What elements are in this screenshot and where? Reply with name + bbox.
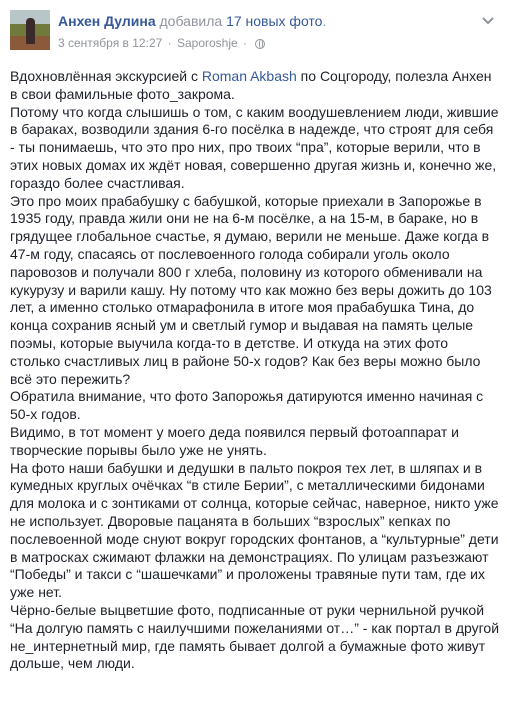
post-title-line [58,12,326,30]
action-suffix: . [322,13,327,29]
action-text: добавила [159,13,223,29]
post-paragraph: Видимо, в тот момент у моего деда появился первый фотоаппарат и творческие порывы было уже не унять. [10,423,459,458]
meta-separator: · [167,36,172,50]
post-paragraph-intro [10,68,500,104]
post-paragraph: Обратила внимание, что фото Запорожья датируются именно начиная с 50-х годов. [10,388,484,423]
post-header [10,6,497,58]
post-paragraph: На фото наши бабушки и дедушки в пальто покроя тех лет, в шляпах и в кумедных круглых очёчках “в стиле Берии”, с металлическими бидонами для молока и с зонтиками от солнца, которые сейчас, наверное, никто уже не использует. Дворовые пацанята в больших “взрослых” кепках по послевоенной моде снуют вокруг городских фонтанов, а “культурные” дети в матросках сжимают флажки на демонстрациях. По улицам разъезжают “Победы” и такси с “шашечками” и проложены травяные пути там, где их уже нет. [10,459,499,601]
globe-icon[interactable] [255,39,265,49]
chevron-down-icon[interactable] [481,16,495,26]
avatar[interactable] [10,10,50,50]
avatar-person [26,18,35,44]
intro-text-before: Вдохновлённая экскурсией с [10,68,202,84]
author-name[interactable]: Анхен Дулина [58,13,156,29]
post-location[interactable]: Saporoshje [176,36,238,50]
photos-link[interactable]: 17 новых фото [226,13,323,29]
post-paragraph: Это про моих прабабушку с бабушкой, которые приехали в Запорожье в 1935 году, правда жили они не на 6-м посёлке, а на 15-м, в бараке, но в грядущее глобальное счастье, я думаю, верили не меньше. Даже когда в 47-м году, спасаясь от послевоенного голода собирали уголь около паровозов и получали 800 г хлеба, половину из которого обменивали на кукурузу и варили кашу. Ну потому что как можно без веры дожить до 103 лет, а именно столько отмарафонила в итоге моя прабабушка Тина, до конца сохранив ясный ум и светлый гумор и выдавая на память целые поэмы, которые выучила когда-то в детстве. И откуда на этих фото столько счастливых лиц в районе 50-х годов? Как без веры можно было всё это пережить? [10,192,492,387]
post-meta [58,35,265,51]
post-paragraph: Потому что когда слышишь о том, с каким воодушевлением люди, жившие в бараках, возводили здания 6-го посёлка в надежде, что строят для себя - ты понимаешь, что это про них, про твоих “пра”, которые верили, что в этих новых домах их ждёт новая, совершенно другая жизнь и, конечно же, гораздо более счастливая. [10,103,499,191]
intro-text-after: по Соцгороду, полезла Анхен в свои фамильные фото_закрома. [10,68,492,102]
post-body [10,68,500,673]
mention-link[interactable]: Roman Akbash [201,68,297,84]
post-date[interactable]: 3 сентября в 12:27 [58,36,163,50]
post-paragraph: Чёрно-белые выцветшие фото, подписанные от руки чернильной ручкой “На долгую память с наилучшими пожеланиями от…” - как портал в другой не_интернетный мир, где память бывает долгой а бумажные фото живут дольше, чем люди. [10,601,500,672]
meta-separator-2: · [243,36,248,50]
